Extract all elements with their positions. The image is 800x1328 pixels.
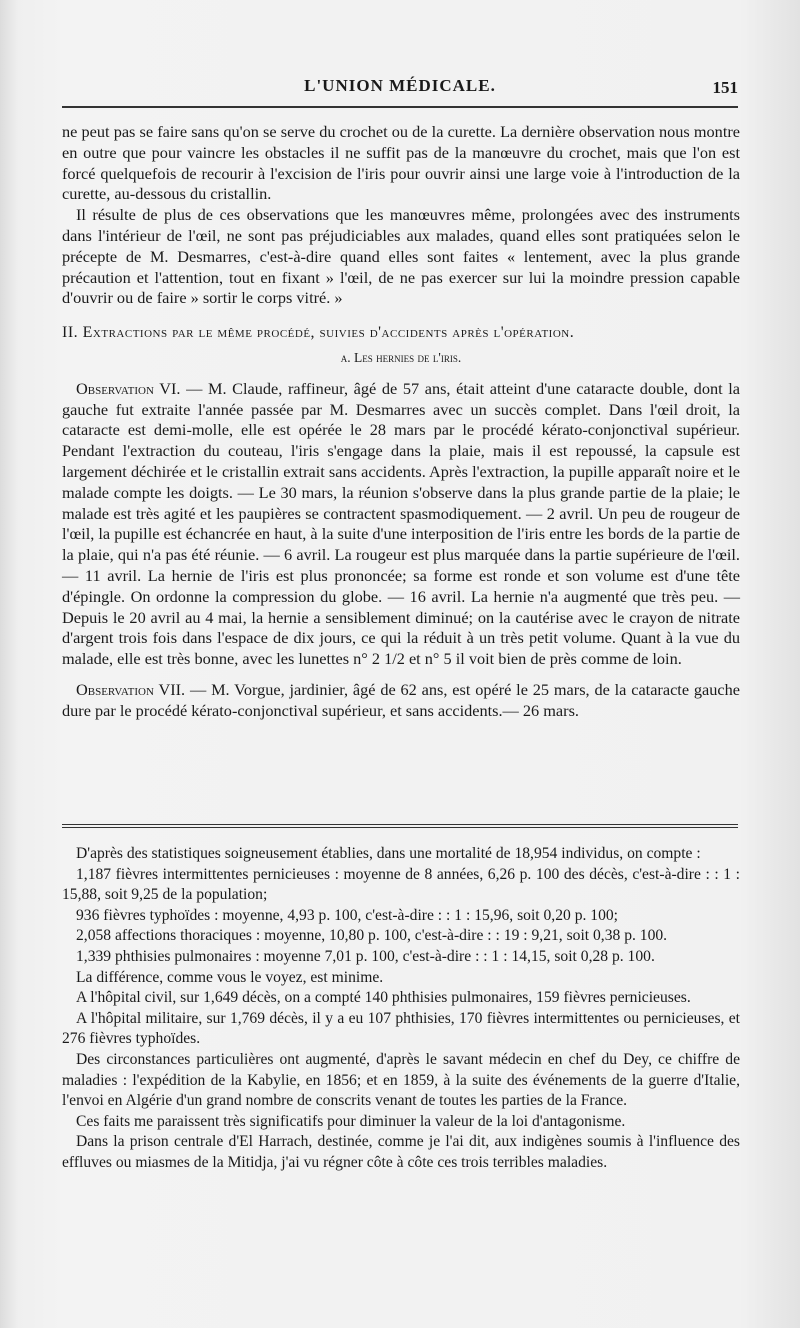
section-heading-text: II. Extractions par le même procédé, suivies d'accidents après l'opération. [62, 324, 575, 342]
feuilleton-rule [62, 824, 738, 828]
paragraph: A l'hôpital civil, sur 1,649 décès, on a compté 140 phthisies pulmonaires, 159 fièvres pernicieuses. [76, 989, 691, 1007]
observation-text: — M. Claude, raffineur, âgé de 57 ans, était atteint d'une cataracte double, dont la gauche fut extraite l'année passée par M. Desmarres avec un succès complet. Dans l'œil droit, la cataracte est demi-molle, elle est opérée le 28 mars par le procédé kérato-conjonctival supérieur. Pendant l'extraction du couteau, l'iris s'engage dans la plaie, mais il est repoussé, la capsule est largement déchirée et le cristallin extrait sans accidents. Après l'extraction, la pupille apparaît noire et le malade compte les doigts. — Le 30 mars, la réunion s'observe dans la plus grande partie de la plaie; le malade est très agité et les paupières se contractent spasmodiquement. — 2 avril. Un peu de rougeur de l'œil, la pupille est échancrée en haut, à la suite d'une interposition de l'iris entre les bords de la partie de la plaie, qui n'a pas été réunie. — 6 avril. La rougeur est plus marquée dans la partie supérieure de l'œil. — 11 avril. La hernie de l'iris est plus prononcée; sa forme est ronde et son volume est d'une tête d'épingle. On ordonne la compression du globe. — 16 avril. La hernie n'a augmenté que très peu. — Depuis le 20 avril au 4 mai, la hernie a sensiblement diminué; on la cautérise avec le crayon de nitrate d'argent trois fois dans l'espace de dix jours, ce qui la réduit à un très petit volume. Quant à la vue du malade, elle est très bonne, avec les lunettes n° 2 1/2 et n° 5 il voit bien de près comme de loin. [62, 378, 740, 669]
page-number: 151 [712, 78, 738, 97]
observation-label: Observation VI. [76, 378, 181, 398]
observation-7 [62, 680, 740, 722]
section-heading [62, 323, 740, 344]
paragraph: A l'hôpital militaire, sur 1,769 décès, il y a eu 107 phthisies, 170 fièvres intermittentes ou pernicieuses, et 276 fièvres typhoïdes. [62, 1009, 740, 1048]
paragraph: Il résulte de plus de ces observations que les manœuvres même, prolongées avec des instruments dans l'intérieur de l'œil, ne sont pas préjudiciables aux malades, quand elles sont pratiquées selon le précepte de M. Desmarres, c'est-à-dire quand elles sont faites « lentement, avec la plus grande précaution et l'attention, tout en fixant » l'œil, de ne pas exercer sur lui la moindre pression capable d'ouvrir ou de faire » sortir le corps vitré. » [62, 205, 740, 308]
running-header [62, 72, 738, 100]
article-top [62, 122, 740, 722]
observation-text: — M. Vorgue, jardinier, âgé de 62 ans, est opéré le 25 mars, de la cataracte gauche dure par le procédé kérato-conjonctival supérieur, et sans accidents.— 26 mars. [62, 679, 740, 720]
article-bottom [62, 844, 740, 1174]
paragraph: D'après des statistiques soigneusement établies, dans une mortalité de 18,954 individus, on compte : [76, 845, 701, 862]
paragraph: 1,339 phthisies pulmonaires : moyenne 7,01 p. 100, c'est-à-dire : : 1 : 14,15, soit 0,28 p. 100. [76, 947, 655, 965]
paragraph: Dans la prison centrale d'El Harrach, destinée, comme je l'ai dit, aux indigènes soumis à l'influence des effluves ou miasmes de la Mitidja, j'ai vu régner côte à côte ces trois terribles maladies. [62, 1133, 740, 1171]
paragraph: 1,187 fièvres intermittentes pernicieuses : moyenne de 8 années, 6,26 p. 100 des décès, c'est-à-dire : : 1 : 15,88, soit 9,25 de la population; [62, 865, 740, 904]
observation-label: Observation VII. [76, 679, 186, 699]
paragraph: Des circonstances particulières ont augmenté, d'après le savant médecin en chef du Dey, ce chiffre de maladies : l'expédition de la Kabylie, en 1856; et en 1859, à la suite des événements de la guerre d'Italie, l'envoi en Algérie d'un grand nombre de conscrits venant de toutes les parties de la France. [62, 1050, 740, 1110]
subsection-heading-text: a. Les hernies de l'iris. [340, 349, 462, 365]
header-rule [62, 106, 738, 108]
paragraph: Ces faits me paraissent très significatifs pour diminuer la valeur de la loi d'antagonisme. [76, 1112, 626, 1130]
paragraph: 2,058 affections thoraciques : moyenne, 10,80 p. 100, c'est-à-dire : : 19 : 9,21, soit 0,38 p. 100. [76, 927, 668, 945]
journal-title: L'UNION MÉDICALE. [304, 76, 496, 95]
subsection-heading [62, 348, 740, 369]
paragraph: ne peut pas se faire sans qu'on se serve du crochet ou de la curette. La dernière observation nous montre en outre que pour vaincre les obstacles il ne suffit pas de la manœuvre du crochet, mais que l'on est forcé quelquefois de recourir à l'excision de l'iris pour ouvrir ainsi une large voie à l'introduction de la curette, au-dessous du cristallin. [62, 122, 740, 204]
paragraph: La différence, comme vous le voyez, est minime. [76, 968, 384, 986]
observation-6 [62, 379, 740, 670]
paragraph: 936 fièvres typhoïdes : moyenne, 4,93 p. 100, c'est-à-dire : : 1 : 15,96, soit 0,20 p. 100; [76, 906, 619, 924]
